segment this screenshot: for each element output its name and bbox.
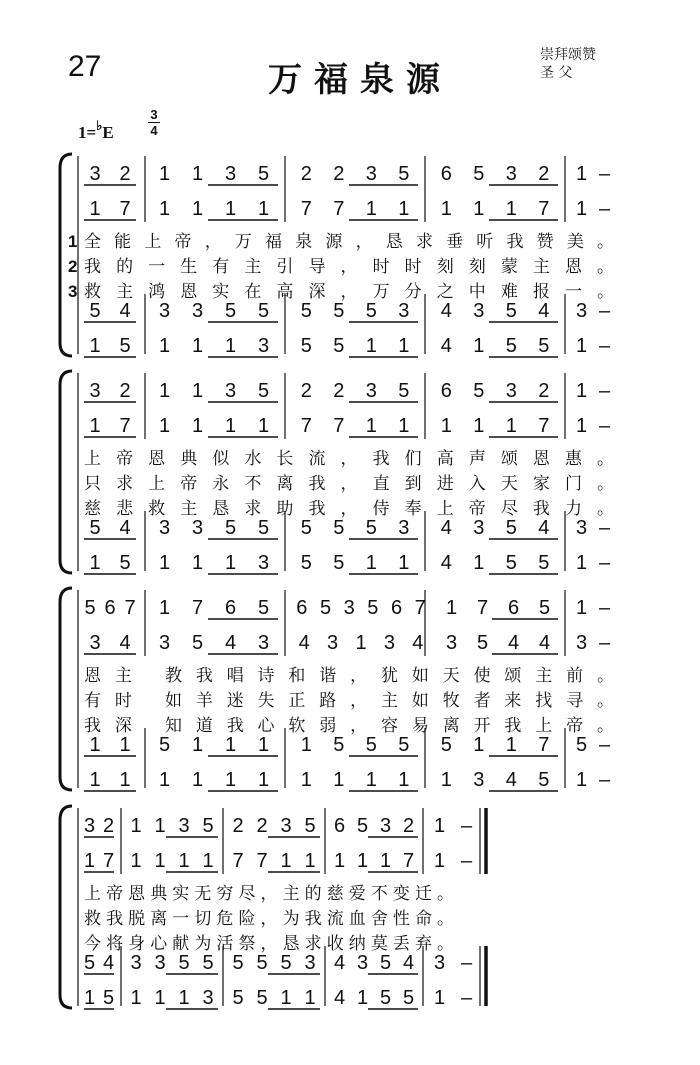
- note-bass: 1: [224, 552, 237, 574]
- note-bass: 1: [89, 552, 101, 574]
- note-alto: 1: [130, 850, 142, 872]
- note-soprano: 2: [102, 815, 115, 837]
- note-alto: 3: [89, 632, 101, 654]
- key-prefix: 1=: [78, 123, 97, 142]
- note-soprano: 2: [402, 815, 415, 837]
- note-tenor: 5: [178, 952, 190, 974]
- note-alto: 7: [300, 415, 312, 437]
- note-alto: 1: [365, 198, 377, 220]
- note-soprano: 1: [433, 815, 446, 837]
- note-soprano: 5: [84, 597, 96, 619]
- note-bass: –: [460, 987, 473, 1009]
- note-soprano: 6: [333, 815, 346, 837]
- note-tenor: 1: [300, 734, 312, 756]
- note-alto: 1: [280, 850, 292, 872]
- note-bass: 5: [402, 987, 415, 1009]
- note-alto: 7: [538, 198, 550, 220]
- note-tenor: 1: [257, 734, 270, 756]
- note-bass: 1: [224, 769, 237, 791]
- note-tenor: 3: [158, 517, 171, 539]
- key-note: E: [102, 123, 114, 142]
- note-soprano: 3: [224, 163, 237, 185]
- note-bass: 5: [505, 552, 517, 574]
- note-bass: 5: [333, 552, 345, 574]
- note-soprano: 5: [398, 380, 410, 402]
- note-alto: 1: [575, 415, 588, 437]
- note-alto: 1: [224, 415, 237, 437]
- note-alto: 3: [327, 632, 339, 654]
- note-soprano: 1: [154, 815, 166, 837]
- note-tenor: 3: [473, 517, 485, 539]
- note-alto: 1: [257, 198, 270, 220]
- time-bottom: 4: [150, 123, 158, 138]
- note-tenor: 3: [304, 952, 316, 974]
- note-soprano: 7: [476, 597, 489, 619]
- note-tenor: 5: [505, 517, 517, 539]
- note-tenor: 3: [158, 300, 171, 322]
- note-bass: 1: [473, 552, 485, 574]
- note-bass: 1: [365, 552, 377, 574]
- note-soprano: 3: [83, 815, 96, 837]
- note-bass: –: [598, 335, 611, 357]
- note-tenor: 5: [224, 300, 237, 322]
- lyric-line: 救主鸿恩实在高深，万分之中难报一。: [84, 282, 614, 302]
- note-tenor: 3: [356, 952, 369, 974]
- note-soprano: 7: [414, 597, 426, 619]
- note-soprano: 2: [256, 815, 268, 837]
- note-soprano: 3: [89, 163, 101, 185]
- note-bass: 1: [154, 987, 166, 1009]
- note-alto: 1: [575, 198, 588, 220]
- note-tenor: 5: [280, 952, 292, 974]
- note-soprano: 5: [257, 380, 270, 402]
- note-tenor: 3: [575, 300, 588, 322]
- lyric-line: 我的一生有主引导，时时刻刻蒙主恩。: [84, 257, 614, 277]
- note-tenor: 3: [398, 517, 410, 539]
- note-soprano: 6: [104, 597, 116, 619]
- note-alto: 4: [298, 632, 310, 654]
- note-alto: 1: [158, 198, 171, 220]
- note-bass: 4: [440, 552, 452, 574]
- note-alto: 1: [178, 850, 190, 872]
- note-tenor: 4: [538, 517, 550, 539]
- note-tenor: –: [598, 517, 611, 539]
- note-tenor: 5: [224, 517, 237, 539]
- lyric-line: 只求上帝永不离我，直到进入天家门。: [84, 474, 614, 494]
- note-bass: 1: [257, 769, 270, 791]
- lyric-line: 我深 知道我心软弱，容易离开我上帝。: [84, 716, 615, 736]
- note-soprano: 1: [158, 163, 171, 185]
- note-bass: 1: [83, 987, 96, 1009]
- note-soprano: 3: [379, 815, 392, 837]
- note-tenor: 3: [154, 952, 166, 974]
- lyric-line: 恩主 教我唱诗和谐，犹如天使颂主前。: [84, 666, 615, 686]
- note-bass: 1: [333, 769, 345, 791]
- time-top: 3: [150, 107, 158, 122]
- note-alto: 1: [257, 415, 270, 437]
- note-tenor: 4: [538, 300, 550, 322]
- note-tenor: 5: [300, 300, 312, 322]
- lyric-line: 今将身心献为活祭，恳求收纳莫丢弃。: [84, 934, 454, 954]
- note-tenor: 1: [89, 734, 101, 756]
- note-soprano: 6: [390, 597, 403, 619]
- note-alto: 4: [538, 632, 551, 654]
- note-bass: 5: [119, 335, 131, 357]
- note-tenor: 1: [191, 734, 204, 756]
- note-bass: 5: [232, 987, 244, 1009]
- note-bass: 1: [89, 769, 101, 791]
- note-bass: 5: [505, 335, 517, 357]
- note-bass: 5: [538, 769, 550, 791]
- note-tenor: 4: [119, 300, 131, 322]
- note-bass: 1: [304, 987, 316, 1009]
- note-soprano: 2: [232, 815, 244, 837]
- lyric-line: 上帝恩典实无穷尽，主的慈爱不变迁。: [84, 884, 454, 904]
- note-tenor: 5: [89, 300, 101, 322]
- note-soprano: 3: [224, 380, 237, 402]
- note-alto: 1: [304, 850, 316, 872]
- note-alto: 7: [232, 850, 244, 872]
- note-alto: 1: [224, 198, 237, 220]
- note-soprano: 2: [333, 163, 345, 185]
- note-tenor: 5: [365, 734, 377, 756]
- note-tenor: –: [598, 734, 611, 756]
- note-alto: 1: [398, 198, 410, 220]
- note-tenor: 1: [119, 734, 131, 756]
- note-soprano: 1: [158, 380, 171, 402]
- note-alto: 7: [300, 198, 312, 220]
- note-alto: 1: [202, 850, 214, 872]
- note-bass: 1: [191, 335, 204, 357]
- note-tenor: 3: [398, 300, 410, 322]
- note-bass: 1: [575, 769, 588, 791]
- note-alto: 1: [158, 415, 171, 437]
- system-bracket: [60, 154, 72, 356]
- note-bass: 3: [257, 552, 270, 574]
- note-soprano: 5: [473, 380, 485, 402]
- note-tenor: 3: [473, 300, 485, 322]
- note-soprano: 3: [505, 163, 517, 185]
- note-alto: 7: [538, 415, 550, 437]
- note-soprano: 5: [398, 163, 410, 185]
- note-bass: 3: [473, 769, 485, 791]
- note-alto: 7: [256, 850, 268, 872]
- note-bass: 1: [356, 987, 369, 1009]
- note-alto: 4: [119, 632, 131, 654]
- note-alto: 1: [89, 415, 101, 437]
- note-soprano: 3: [343, 597, 355, 619]
- note-alto: 4: [224, 632, 237, 654]
- lyric-line: 上帝恩典似水长流，我们高声颂恩惠。: [84, 449, 614, 469]
- note-alto: 1: [440, 415, 452, 437]
- note-tenor: 5: [575, 734, 588, 756]
- note-bass: 5: [379, 987, 392, 1009]
- note-tenor: 3: [191, 300, 204, 322]
- note-bass: 1: [191, 552, 204, 574]
- note-tenor: 1: [224, 734, 237, 756]
- note-alto: 1: [191, 415, 204, 437]
- note-soprano: 2: [119, 163, 131, 185]
- note-alto: –: [598, 632, 611, 654]
- system-bracket: [60, 371, 72, 573]
- note-soprano: –: [598, 380, 611, 402]
- note-alto: 1: [355, 632, 367, 654]
- note-soprano: 1: [191, 163, 204, 185]
- note-alto: 1: [505, 198, 517, 220]
- note-soprano: 2: [300, 163, 312, 185]
- note-alto: 7: [119, 198, 131, 220]
- note-alto: 7: [402, 850, 415, 872]
- note-soprano: 2: [538, 380, 550, 402]
- note-bass: 5: [256, 987, 268, 1009]
- hymn-category: 崇拜颂赞: [540, 47, 596, 63]
- note-soprano: 5: [356, 815, 369, 837]
- note-alto: –: [598, 198, 611, 220]
- note-soprano: 5: [202, 815, 214, 837]
- note-soprano: 5: [257, 597, 270, 619]
- note-alto: 1: [89, 198, 101, 220]
- note-soprano: 6: [296, 597, 308, 619]
- flat-icon: ♭: [96, 118, 103, 133]
- note-tenor: 4: [440, 300, 452, 322]
- note-tenor: 5: [440, 734, 452, 756]
- note-tenor: 5: [202, 952, 214, 974]
- note-tenor: 4: [402, 952, 415, 974]
- note-alto: 1: [473, 198, 485, 220]
- note-soprano: 3: [505, 380, 517, 402]
- note-soprano: 3: [280, 815, 292, 837]
- verse-number: 1: [68, 232, 78, 251]
- note-alto: 1: [333, 850, 346, 872]
- note-bass: 5: [300, 335, 312, 357]
- note-soprano: 6: [440, 163, 452, 185]
- note-tenor: 5: [89, 517, 101, 539]
- note-alto: 7: [102, 850, 115, 872]
- note-bass: 5: [538, 335, 550, 357]
- note-tenor: 5: [256, 952, 268, 974]
- note-soprano: 5: [319, 597, 332, 619]
- note-soprano: 5: [473, 163, 485, 185]
- note-tenor: 3: [130, 952, 142, 974]
- verse-number: 3: [68, 282, 78, 301]
- note-bass: 5: [333, 335, 345, 357]
- note-bass: 1: [224, 335, 237, 357]
- note-soprano: 6: [507, 597, 520, 619]
- note-soprano: 2: [538, 163, 550, 185]
- note-alto: –: [460, 850, 473, 872]
- note-soprano: 3: [365, 163, 377, 185]
- note-bass: 1: [158, 552, 171, 574]
- note-bass: 1: [300, 769, 312, 791]
- note-bass: 1: [575, 335, 588, 357]
- note-bass: 1: [433, 987, 446, 1009]
- note-alto: 7: [333, 198, 345, 220]
- note-soprano: 1: [445, 597, 458, 619]
- note-soprano: –: [598, 597, 611, 619]
- note-bass: 3: [257, 335, 270, 357]
- note-alto: 1: [398, 415, 410, 437]
- note-bass: 4: [505, 769, 517, 791]
- note-alto: 1: [154, 850, 166, 872]
- note-soprano: 5: [538, 597, 551, 619]
- note-alto: 3: [383, 632, 395, 654]
- note-tenor: 5: [398, 734, 410, 756]
- note-alto: 3: [445, 632, 458, 654]
- note-tenor: 5: [232, 952, 244, 974]
- hymn-number: 27: [68, 50, 102, 83]
- note-soprano: 1: [191, 380, 204, 402]
- note-soprano: 1: [575, 597, 588, 619]
- verse-number: 2: [68, 257, 78, 276]
- note-alto: 7: [119, 415, 131, 437]
- note-bass: 1: [89, 335, 101, 357]
- system-bracket: [60, 588, 72, 790]
- note-tenor: 3: [433, 952, 446, 974]
- system-bracket: [60, 806, 72, 1008]
- lyric-line: 慈悲救主恳求助我，侍奉上帝尽我力。: [84, 499, 614, 519]
- note-alto: 1: [356, 850, 369, 872]
- note-bass: 1: [365, 769, 377, 791]
- lyric-line: 全能上帝，万福泉源，恳求垂听我赞美。: [84, 232, 614, 252]
- note-tenor: 3: [575, 517, 588, 539]
- note-tenor: 4: [440, 517, 452, 539]
- note-bass: 1: [398, 552, 410, 574]
- note-bass: 1: [130, 987, 142, 1009]
- lyric-line: 有时 如羊迷失正路，主如牧者来找寻。: [84, 691, 615, 711]
- note-alto: 4: [507, 632, 520, 654]
- note-alto: 4: [412, 632, 424, 654]
- note-tenor: 5: [365, 517, 377, 539]
- note-soprano: 5: [304, 815, 316, 837]
- note-bass: 1: [575, 552, 588, 574]
- note-soprano: 3: [178, 815, 190, 837]
- note-soprano: 1: [130, 815, 142, 837]
- note-tenor: 5: [300, 517, 312, 539]
- note-tenor: 1: [473, 734, 485, 756]
- note-bass: 1: [119, 769, 131, 791]
- note-alto: 7: [333, 415, 345, 437]
- note-bass: 1: [440, 769, 452, 791]
- hymn-author: 圣 父: [540, 65, 573, 81]
- note-soprano: 6: [440, 380, 452, 402]
- lyric-line: 救我脱离一切危险，为我流血舍性命。: [84, 909, 454, 929]
- note-alto: 1: [505, 415, 517, 437]
- note-soprano: –: [598, 163, 611, 185]
- note-bass: –: [598, 769, 611, 791]
- note-tenor: 5: [379, 952, 392, 974]
- note-bass: 1: [191, 769, 204, 791]
- note-soprano: 5: [367, 597, 379, 619]
- note-alto: 1: [191, 198, 204, 220]
- note-tenor: –: [460, 952, 473, 974]
- note-soprano: 7: [191, 597, 204, 619]
- note-soprano: 5: [257, 163, 270, 185]
- note-tenor: 1: [505, 734, 517, 756]
- hymn-title: 万福泉源: [268, 60, 452, 100]
- note-tenor: 4: [119, 517, 131, 539]
- note-alto: –: [598, 415, 611, 437]
- note-tenor: 5: [257, 300, 270, 322]
- note-alto: 1: [433, 850, 446, 872]
- note-bass: 5: [300, 552, 312, 574]
- note-bass: 3: [202, 987, 214, 1009]
- note-tenor: –: [598, 300, 611, 322]
- note-bass: 4: [333, 987, 346, 1009]
- note-bass: 1: [398, 769, 410, 791]
- note-bass: 1: [473, 335, 485, 357]
- note-soprano: 2: [119, 380, 131, 402]
- note-tenor: 5: [83, 952, 96, 974]
- note-tenor: 7: [538, 734, 550, 756]
- note-bass: 1: [365, 335, 377, 357]
- note-tenor: 5: [365, 300, 377, 322]
- note-alto: 1: [440, 198, 452, 220]
- note-soprano: 3: [365, 380, 377, 402]
- note-soprano: 1: [158, 597, 171, 619]
- note-tenor: 5: [333, 300, 345, 322]
- note-alto: 1: [379, 850, 392, 872]
- note-tenor: 4: [333, 952, 346, 974]
- note-alto: 3: [257, 632, 270, 654]
- note-soprano: 2: [333, 380, 345, 402]
- note-soprano: 3: [89, 380, 101, 402]
- note-soprano: 1: [575, 163, 588, 185]
- note-bass: 1: [398, 335, 410, 357]
- note-bass: 5: [538, 552, 550, 574]
- note-alto: 1: [83, 850, 96, 872]
- note-bass: 1: [158, 335, 171, 357]
- note-soprano: 7: [124, 597, 136, 619]
- note-tenor: 5: [505, 300, 517, 322]
- note-tenor: 4: [102, 952, 115, 974]
- note-soprano: 1: [575, 380, 588, 402]
- note-alto: 3: [158, 632, 171, 654]
- note-bass: 4: [440, 335, 452, 357]
- note-soprano: 2: [300, 380, 312, 402]
- note-bass: 5: [119, 552, 131, 574]
- note-alto: 1: [365, 415, 377, 437]
- note-bass: –: [598, 552, 611, 574]
- note-soprano: –: [460, 815, 473, 837]
- note-tenor: 5: [333, 517, 345, 539]
- note-tenor: 5: [333, 734, 345, 756]
- note-alto: 3: [575, 632, 588, 654]
- note-soprano: 6: [224, 597, 237, 619]
- note-tenor: 3: [191, 517, 204, 539]
- note-bass: 1: [280, 987, 292, 1009]
- note-alto: 1: [473, 415, 485, 437]
- note-alto: 5: [191, 632, 204, 654]
- note-bass: 1: [178, 987, 190, 1009]
- note-tenor: 5: [158, 734, 171, 756]
- note-bass: 1: [158, 769, 171, 791]
- note-tenor: 5: [257, 517, 270, 539]
- note-bass: 5: [102, 987, 115, 1009]
- note-alto: 5: [476, 632, 489, 654]
